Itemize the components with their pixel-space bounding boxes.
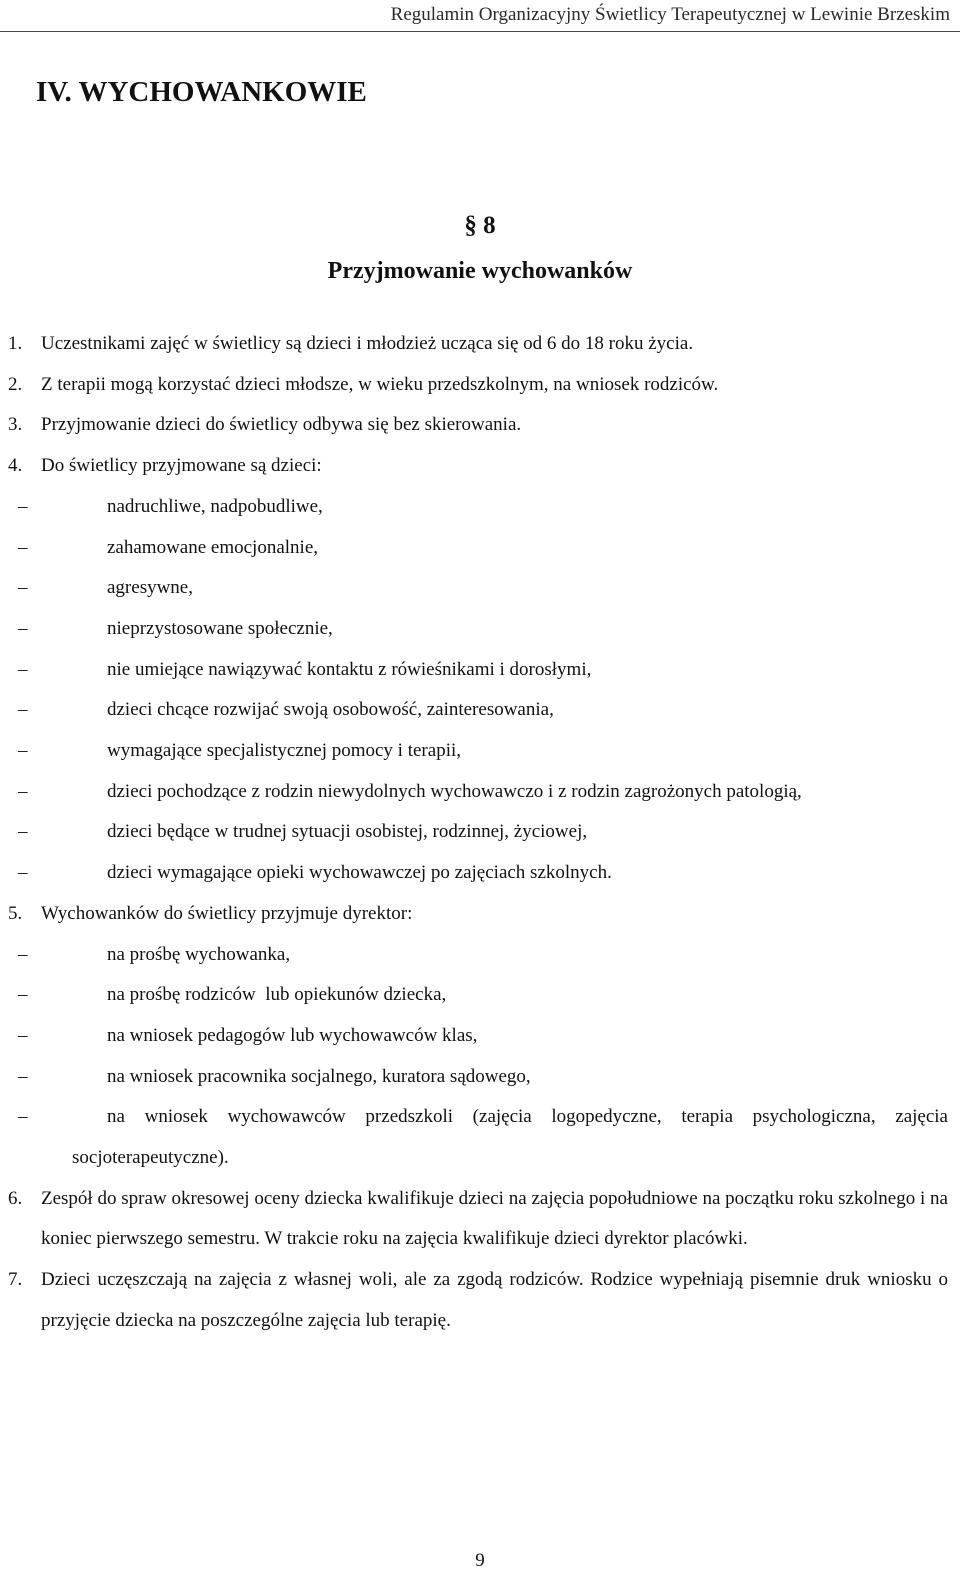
- sub-item-text: na wniosek wychowawców przedszkoli (zajęcia logopedyczne, terapia psychologiczna, zajęcia socjoterapeutyczne).: [72, 1106, 948, 1169]
- dash-bullet: –: [18, 495, 28, 517]
- dash-bullet: –: [18, 577, 28, 599]
- section-symbol: §: [464, 212, 477, 239]
- sub-item-text: agresywne,: [107, 577, 193, 599]
- sub-item-text: zahamowane emocjonalnie,: [107, 536, 319, 558]
- dash-bullet: –: [18, 740, 28, 762]
- dash-bullet: –: [18, 699, 28, 721]
- rules-list: [0, 324, 960, 1342]
- sub-list-item: [0, 853, 948, 894]
- list-item: [0, 324, 960, 365]
- sub-list-item: [0, 935, 948, 976]
- item-text: Przyjmowanie dzieci do świetlicy odbywa się bez skierowania.: [41, 414, 522, 436]
- list-item: [0, 1179, 960, 1260]
- sub-list-item: [0, 772, 948, 813]
- dash-bullet: –: [18, 617, 28, 639]
- list-item: [0, 894, 960, 1179]
- item-number: 5.: [8, 902, 23, 924]
- running-header: Regulamin Organizacyjny Świetlicy Terapeutycznej w Lewinie Brzeskim: [390, 4, 950, 25]
- sub-item-text: nadruchliwe, nadpobudliwe,: [107, 495, 323, 517]
- sub-list-item: [0, 1057, 948, 1098]
- sub-list-item: [0, 975, 948, 1016]
- dash-bullet: –: [18, 658, 28, 680]
- item-number: 3.: [8, 414, 23, 436]
- item-number: 4.: [8, 455, 23, 477]
- sub-item-text: na wniosek pracownika socjalnego, kuratora sądowego,: [107, 1065, 531, 1087]
- sub-item-text: dzieci chcące rozwijać swoją osobowość, zainteresowania,: [107, 699, 554, 721]
- item-number: 7.: [8, 1269, 23, 1291]
- page-number: 9: [475, 1550, 485, 1571]
- item-text: Dzieci uczęszczają na zajęcia z własnej woli, ale za zgodą rodziców. Rodzice wypełniają pisemnie druk wniosku o przyjęcie dziecka na poszczególne zajęcia lub terapię.: [41, 1269, 948, 1331]
- dash-bullet: –: [18, 780, 28, 802]
- sub-item-text: na wniosek pedagogów lub wychowawców klas,: [107, 1024, 478, 1046]
- item-text: Uczestnikami zajęć w świetlicy są dzieci i młodzież ucząca się od 6 do 18 roku życia.: [41, 333, 694, 354]
- sub-item-text: nieprzystosowane społecznie,: [107, 617, 333, 639]
- item-text: Wychowanków do świetlicy przyjmuje dyrektor:: [41, 902, 413, 924]
- dash-bullet: –: [18, 984, 28, 1006]
- sub-item-text: na prośbę rodziców lub opiekunów dziecka,: [107, 984, 447, 1006]
- dash-bullet: –: [18, 1065, 28, 1087]
- item-text: Do świetlicy przyjmowane są dzieci:: [41, 455, 322, 477]
- item-number: 6.: [8, 1187, 23, 1209]
- sub-list-item: [0, 690, 948, 731]
- sub-list-item: [0, 1016, 948, 1057]
- dash-bullet: –: [18, 862, 28, 884]
- sub-list-item: [0, 528, 948, 569]
- sub-list-item: [0, 487, 948, 528]
- sub-item-text: na prośbę wychowanka,: [107, 943, 291, 965]
- children-categories-list: [18, 487, 948, 894]
- item-number: 1.: [8, 333, 23, 354]
- sub-item-text: dzieci wymagające opieki wychowawczej po zajęciach szkolnych.: [107, 862, 612, 884]
- paragraph-marker: [0, 211, 960, 241]
- item-text: Z terapii mogą korzystać dzieci młodsze, w wieku przedszkolnym, na wniosek rodziców.: [41, 373, 719, 395]
- sub-list-item: [0, 568, 948, 609]
- section-title: Przyjmowanie wychowanków: [327, 258, 633, 284]
- dash-bullet: –: [18, 1106, 28, 1128]
- sub-list-item: [0, 1097, 948, 1178]
- sub-list-item: [0, 812, 948, 853]
- dash-bullet: –: [18, 821, 28, 843]
- chapter-title: IV. WYCHOWANKOWIE: [36, 76, 367, 108]
- list-item: [0, 405, 960, 446]
- section-number: 8: [483, 212, 496, 239]
- sub-list-item: [0, 650, 948, 691]
- sub-item-text: dzieci pochodzące z rodzin niewydolnych wychowawczo i z rodzin zagrożonych patologią,: [107, 780, 802, 802]
- item-number: 2.: [8, 373, 23, 395]
- list-item: [0, 446, 960, 894]
- sub-list-item: [0, 609, 948, 650]
- sub-item-text: nie umiejące nawiązywać kontaktu z rówieśnikami i dorosłymi,: [107, 658, 592, 680]
- list-item: [0, 365, 960, 406]
- dash-bullet: –: [18, 536, 28, 558]
- admission-ways-list: [18, 935, 948, 1179]
- sub-list-item: [0, 731, 948, 772]
- sub-item-text: dzieci będące w trudnej sytuacji osobistej, rodzinnej, życiowej,: [107, 821, 588, 843]
- header-rule: [0, 31, 960, 32]
- list-item: [0, 1260, 960, 1341]
- dash-bullet: –: [18, 943, 28, 965]
- item-text: Zespół do spraw okresowej oceny dziecka kwalifikuje dzieci na zajęcia popołudniowe na początku roku szkolnego i na koniec pierwszego semestru. W trakcie roku na zajęcia kwalifikuje dzieci dyrektor placówki.: [41, 1187, 948, 1250]
- sub-item-text: wymagające specjalistycznej pomocy i terapii,: [107, 740, 461, 762]
- dash-bullet: –: [18, 1024, 28, 1046]
